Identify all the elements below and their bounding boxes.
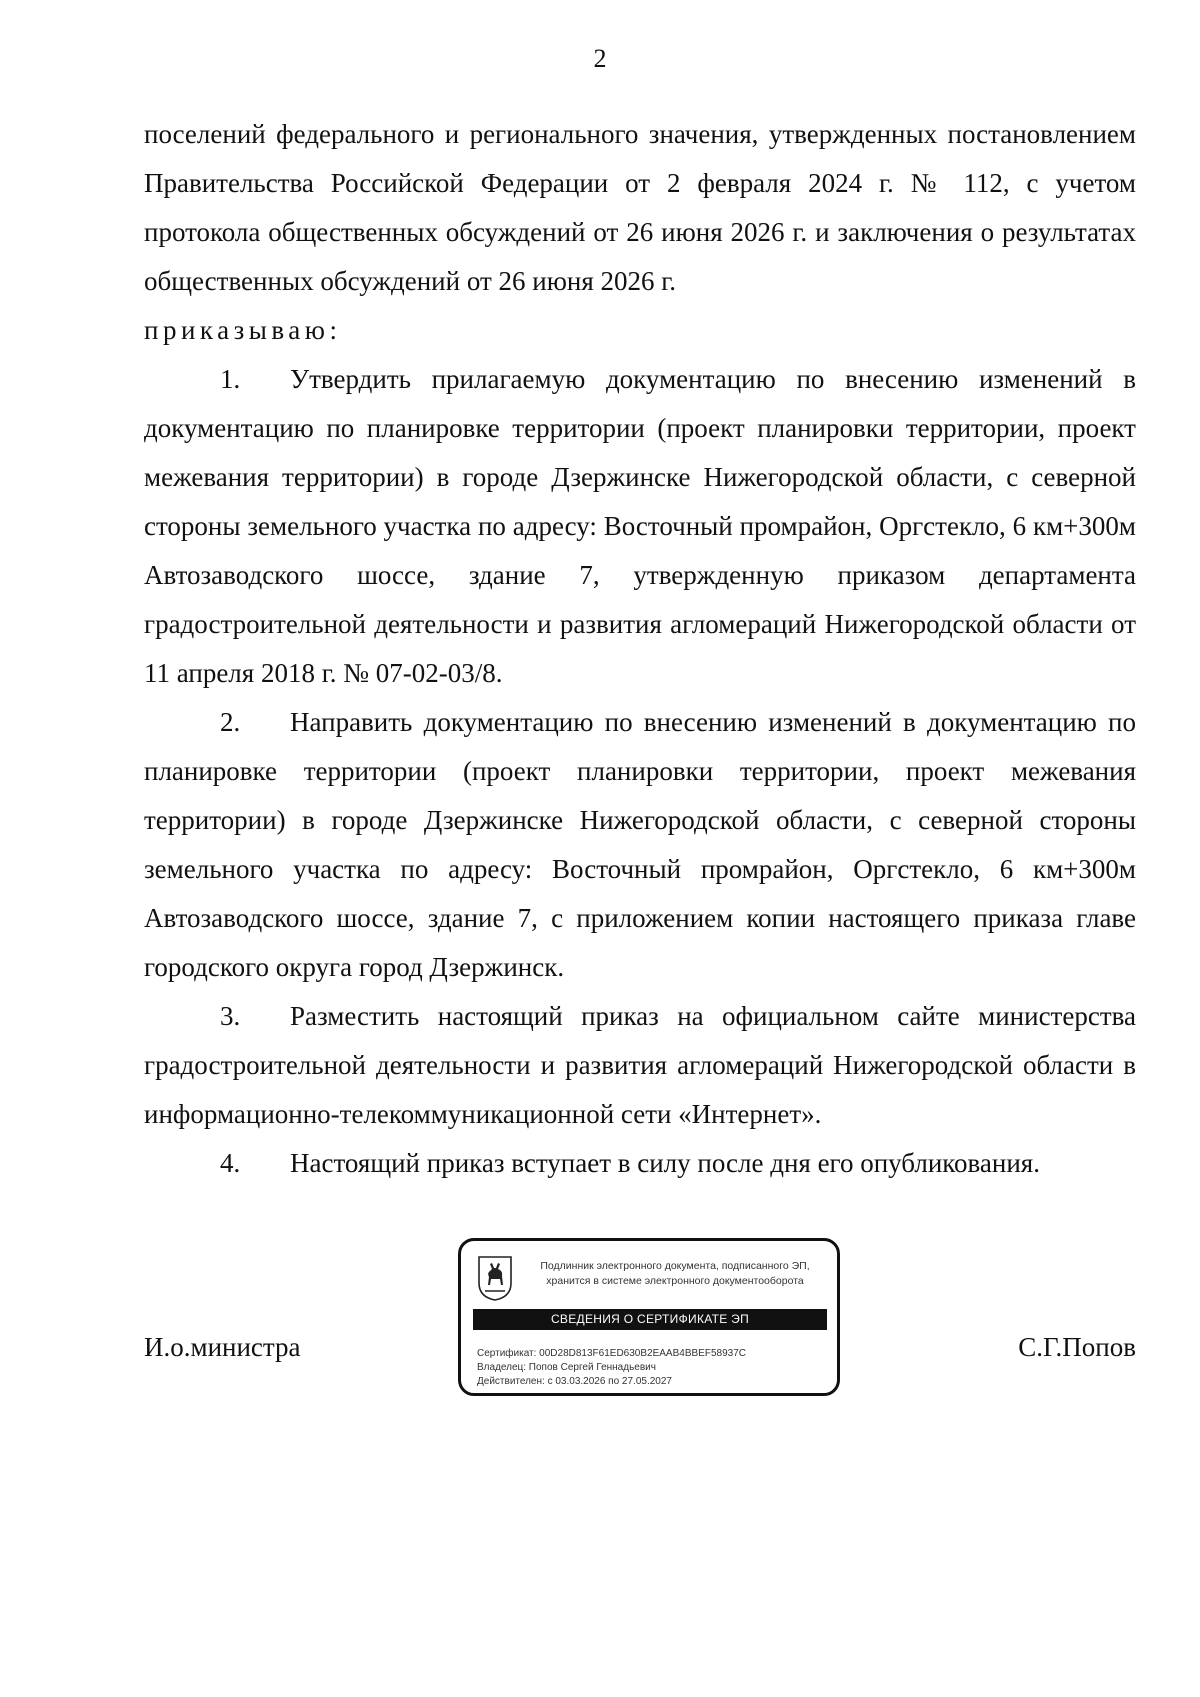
document-body (144, 110, 1136, 1188)
certificate-details (477, 1347, 746, 1389)
intro-paragraph: поселений федерального и регионального значения, утвержденных постановлением Правительства Российской Федерации от 2 февраля 2024 г. № 112, с учетом протокола общественных обсуждений от 26 июня 2026 г. и заключения о результатах общественных обсуждений от 26 июня 2026 г. (144, 119, 1136, 296)
order-phrase: приказываю: (144, 315, 342, 345)
list-item (144, 992, 1136, 1139)
page-number: 2 (593, 44, 607, 73)
item-number: 3. (220, 1001, 241, 1031)
list-item (144, 1139, 1136, 1188)
coat-of-arms-icon (477, 1255, 513, 1301)
item-text: Разместить настоящий приказ на официальном сайте министерства градостроительной деятельности и развития агломераций Нижегородской области в информационно-телекоммуникационной сети «Интернет». (144, 1001, 1136, 1129)
certificate-info-bar: СВЕДЕНИЯ О СЕРТИФИКАТЕ ЭП (473, 1309, 827, 1330)
stamp-header (521, 1259, 829, 1289)
item-number: 4. (220, 1148, 241, 1178)
list-item (144, 698, 1136, 992)
certificate-number: Сертификат: 00D28D813F61ED630B2EAAB4BBEF58937C (477, 1348, 746, 1359)
signatory-name: С.Г.Попов (1018, 1332, 1136, 1362)
item-text: Направить документацию по внесению изменений в документацию по планировке территории (проект планировки территории, проект межевания территории) в городе Дзержинске Нижегородской области, с северной стороны земельного участка по адресу: Восточный промрайон, Оргстекло, 6 км+300м Автозаводского шоссе, здание 7, с приложением копии настоящего приказа главе городского округа город Дзержинск. (144, 707, 1136, 982)
item-text: Утвердить прилагаемую документацию по внесению изменений в документацию по планировке территории (проект планировки территории, проект межевания территории) в городе Дзержинске Нижегородской области, с северной стороны земельного участка по адресу: Восточный промрайон, Оргстекло, 6 км+300м Автозаводского шоссе, здание 7, утвержденную приказом департамента градостроительной деятельности и развития агломераций Нижегородской области от 11 апреля 2018 г. № 07-02-03/8. (144, 364, 1136, 688)
list-item (144, 355, 1136, 698)
certificate-validity: Действителен: с 03.03.2026 по 27.05.2027 (477, 1376, 672, 1387)
certificate-owner: Владелец: Попов Сергей Геннадьевич (477, 1362, 656, 1373)
signatory-position: И.о.министра (144, 1332, 301, 1362)
stamp-header-line: хранится в системе электронного документооборота (546, 1275, 804, 1287)
item-text: Настоящий приказ вступает в силу после дня его опубликования. (290, 1148, 1040, 1178)
stamp-header-line: Подлинник электронного документа, подписанного ЭП, (540, 1260, 810, 1272)
item-number: 2. (220, 707, 241, 737)
electronic-signature-stamp (458, 1238, 840, 1396)
item-number: 1. (220, 364, 241, 394)
